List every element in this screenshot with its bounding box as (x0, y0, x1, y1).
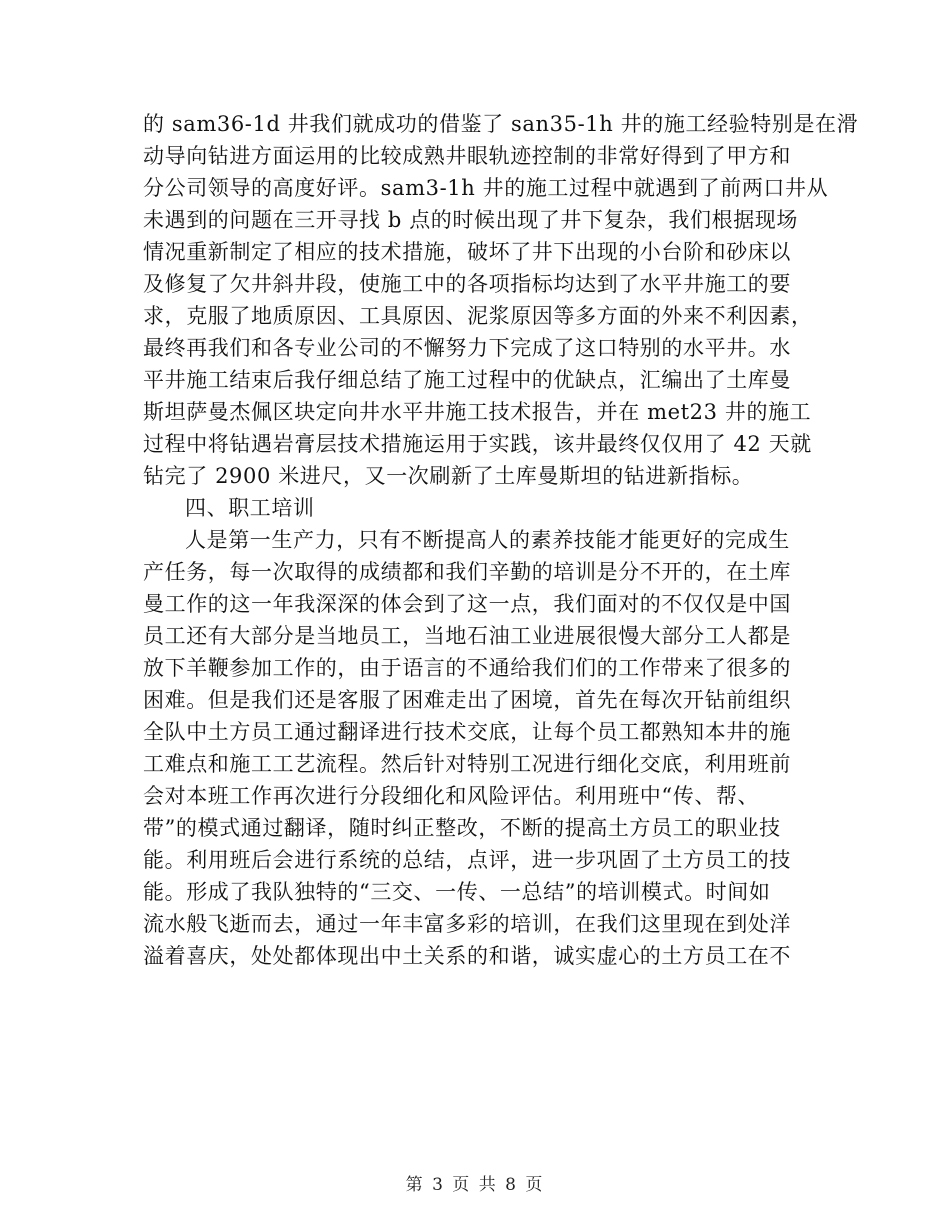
paragraph-2-line: 放下羊鞭参加工作的，由于语言的不通给我们们的工作带来了很多的 (143, 656, 791, 680)
paragraph-2-line: 工难点和施工工艺流程。然后针对特别工况进行细化交底，利用班前 (143, 752, 791, 776)
paragraph-1-line: 钻完了 2900 米进尺，又一次刷新了土库曼斯坦的钻进新指标。 (143, 464, 754, 488)
paragraph-2-line: 流水般飞逝而去，通过一年丰富多彩的培训，在我们这里现在到处洋 (143, 912, 791, 936)
page-number-footer: 第 3 页 共 8 页 (405, 1175, 545, 1195)
paragraph-2-line: 能。利用班后会进行系统的总结，点评，进一步巩固了土方员工的技 (143, 848, 791, 872)
paragraph-2-line: 带”的模式通过翻译，随时纠正整改，不断的提高土方员工的职业技 (143, 816, 781, 840)
paragraph-1-line: 平井施工结束后我仔细总结了施工过程中的优缺点，汇编出了土库曼 (143, 368, 791, 392)
section-heading: 四、职工培训 (185, 496, 315, 520)
paragraph-2-line: 会对本班工作再次进行分段细化和风险评估。利用班中“传、帮、 (143, 784, 760, 808)
paragraph-1-line: 动导向钻进方面运用的比较成熟井眼轨迹控制的非常好得到了甲方和 (143, 144, 791, 168)
paragraph-1-line: 过程中将钻遇岩膏层技术措施运用于实践，该井最终仅仅用了 42 天就 (143, 432, 812, 456)
paragraph-1 (143, 108, 859, 492)
paragraph-2-line: 能。形成了我队独特的“三交、一传、一总结”的培训模式。时间如 (143, 880, 771, 904)
paragraph-2-line: 溢着喜庆，处处都体现出中土关系的和谐，诚实虚心的土方员工在不 (143, 944, 791, 968)
paragraph-1-line: 情况重新制定了相应的技术措施，破坏了井下出现的小台阶和砂床以 (143, 240, 791, 264)
paragraph-1-line: 最终再我们和各专业公司的不懈努力下完成了这口特别的水平井。水 (143, 336, 791, 360)
paragraph-1-line: 及修复了欠井斜井段，使施工中的各项指标均达到了水平井施工的要 (143, 272, 791, 296)
paragraph-2-line: 全队中土方员工通过翻译进行技术交底，让每个员工都熟知本井的施 (143, 720, 791, 744)
paragraph-2 (143, 524, 815, 972)
paragraph-2-line: 员工还有大部分是当地员工，当地石油工业进展很慢大部分工人都是 (143, 624, 791, 648)
paragraph-2-line: 困难。但是我们还是客服了困难走出了困境，首先在每次开钻前组织 (143, 688, 791, 712)
paragraph-1-line: 的 sam36-1d 井我们就成功的借鉴了 san35-1h 井的施工经验特别是在滑 (143, 112, 859, 136)
paragraph-2-line: 曼工作的这一年我深深的体会到了这一点，我们面对的不仅仅是中国 (143, 592, 791, 616)
paragraph-1-line: 分公司领导的高度好评。sam3-1h 井的施工过程中就遇到了前两口井从 (143, 176, 829, 200)
document-body (143, 108, 859, 972)
paragraph-1-line: 求，克服了地质原因、工具原因、泥浆原因等多方面的外来不利因素， (143, 304, 813, 328)
paragraph-1-line: 未遇到的问题在三开寻找 b 点的时候出现了井下复杂，我们根据现场 (143, 208, 798, 232)
paragraph-2-line: 产任务，每一次取得的成绩都和我们辛勤的培训是分不开的，在土库 (143, 560, 791, 584)
paragraph-2-line: 人是第一生产力，只有不断提高人的素养技能才能更好的完成生 (185, 528, 790, 552)
paragraph-1-line: 斯坦萨曼杰佩区块定向井水平井施工技术报告，并在 met23 井的施工 (143, 400, 812, 424)
